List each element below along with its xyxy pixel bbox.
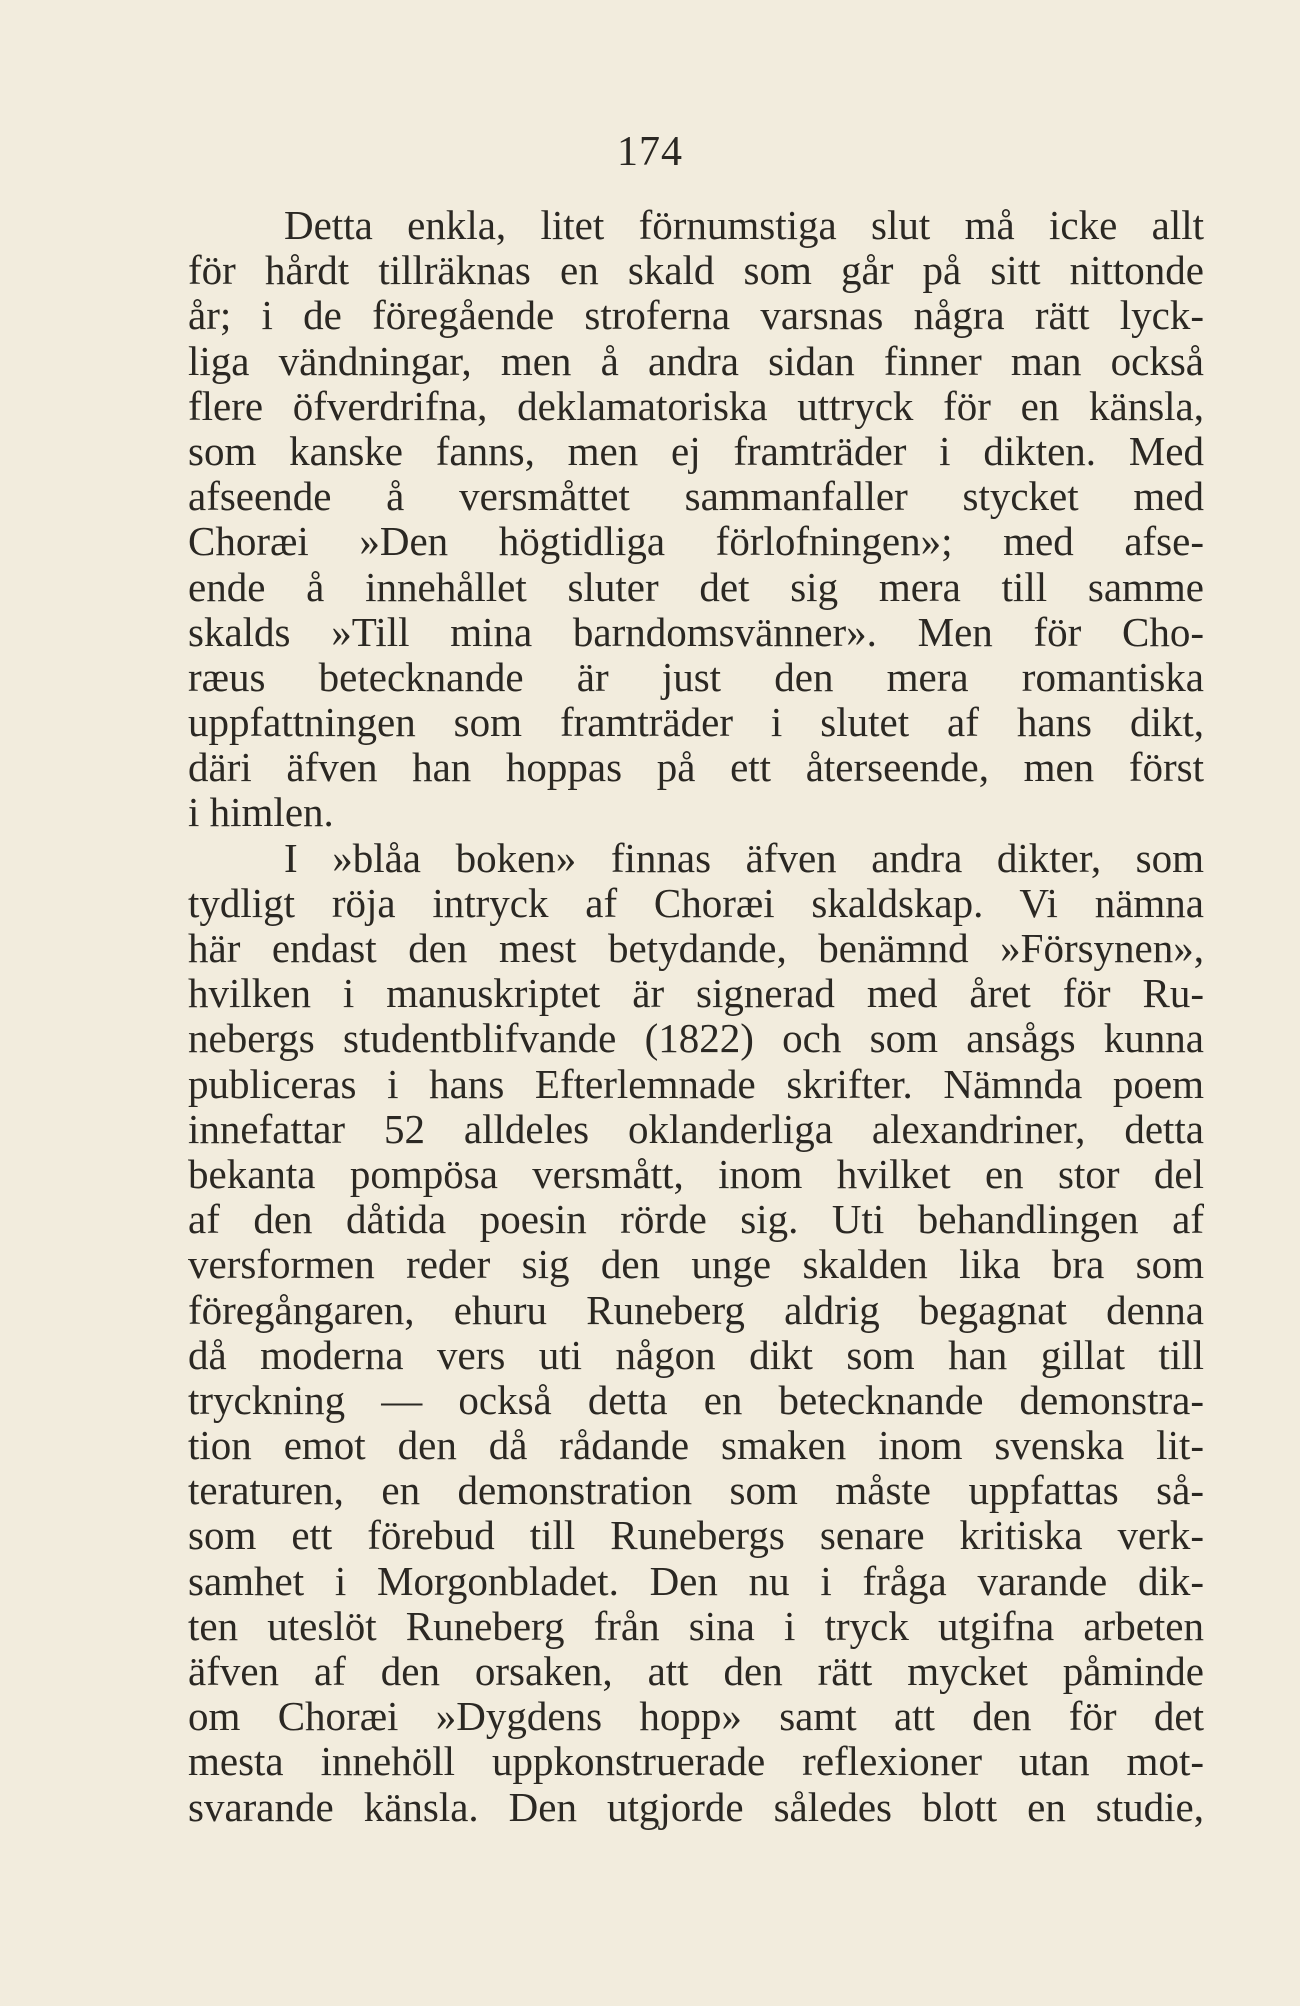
text-line: versformen reder sig den unge skalden lika bra som: [188, 1242, 1204, 1288]
text-line: tydligt röja intryck af Choræi skaldskap. Vi nämna: [188, 880, 1204, 926]
text-line: som ett förebud till Runebergs senare kritiska verk-: [188, 1513, 1204, 1559]
text-line: innefattar 52 alldeles oklanderliga alexandriner, detta: [188, 1106, 1204, 1152]
text-line: uppfattningen som framträder i slutet af hans dikt,: [188, 700, 1204, 746]
text-line: mesta innehöll uppkonstruerade reflexioner utan mot-: [188, 1739, 1204, 1785]
text-line: afseende å versmåttet sammanfaller stycket med: [188, 474, 1204, 520]
text-line: år; i de föregående stroferna varsnas några rätt lyck-: [188, 293, 1204, 339]
text-line: ende å innehållet sluter det sig mera till samme: [188, 564, 1204, 610]
text-line: som kanske fanns, men ej framträder i dikten. Med: [188, 428, 1204, 474]
text-line: i himlen.: [188, 790, 334, 836]
text-line: samhet i Morgonbladet. Den nu i fråga varande dik-: [188, 1558, 1204, 1604]
page-number: 174: [617, 129, 683, 175]
text-line: om Choræi »Dygdens hopp» samt att den för det: [188, 1694, 1204, 1740]
text-line: skalds »Till mina barndomsvänner». Men för Cho-: [188, 609, 1204, 655]
text-line: svarande känsla. Den utgjorde således blott en studie,: [188, 1784, 1204, 1830]
text-line: tion emot den då rådande smaken inom svenska lit-: [188, 1423, 1204, 1469]
text-line: här endast den mest betydande, benämnd »Försynen»,: [188, 926, 1204, 971]
text-line: ten uteslöt Runeberg från sina i tryck utgifna arbeten: [188, 1603, 1204, 1649]
text-line: tryckning — också detta en betecknande demonstra-: [188, 1377, 1204, 1423]
text-line: hvilken i manuskriptet är signerad med året för Ru-: [188, 971, 1204, 1017]
text-line: bekanta pompösa versmått, inom hvilket en stor del: [188, 1151, 1204, 1197]
text-line: flere öfverdrifna, deklamatoriska uttryck för en känsla,: [188, 383, 1204, 429]
text-line: af den dåtida poesin rörde sig. Uti behandlingen af: [188, 1197, 1204, 1243]
text-line: Choræi »Den högtidliga förlofningen»; med afse-: [188, 519, 1204, 565]
text-line: för hårdt tillräknas en skald som går på sitt nittonde: [188, 248, 1204, 294]
text-line: ræus betecknande är just den mera romantiska: [188, 654, 1204, 700]
text-line: I »blåa boken» finnas äfven andra dikter, som: [284, 835, 1204, 881]
body-text: [188, 203, 1204, 1830]
text-line: nebergs studentblifvande (1822) och som ansågs kunna: [188, 1016, 1204, 1062]
text-line: liga vändningar, men å andra sidan finner man också: [188, 338, 1204, 384]
text-line: föregångaren, ehuru Runeberg aldrig begagnat denna: [188, 1287, 1204, 1333]
text-line: Detta enkla, litet förnumstiga slut må icke allt: [284, 203, 1204, 248]
text-line: äfven af den orsaken, att den rätt mycket påminde: [188, 1649, 1204, 1694]
text-line: teraturen, en demonstration som måste uppfattas så-: [188, 1468, 1204, 1514]
text-line: publiceras i hans Efterlemnade skrifter. Nämnda poem: [188, 1061, 1204, 1107]
text-line: däri äfven han hoppas på ett återseende, men först: [188, 745, 1204, 791]
text-line: då moderna vers uti någon dikt som han gillat till: [188, 1332, 1204, 1378]
